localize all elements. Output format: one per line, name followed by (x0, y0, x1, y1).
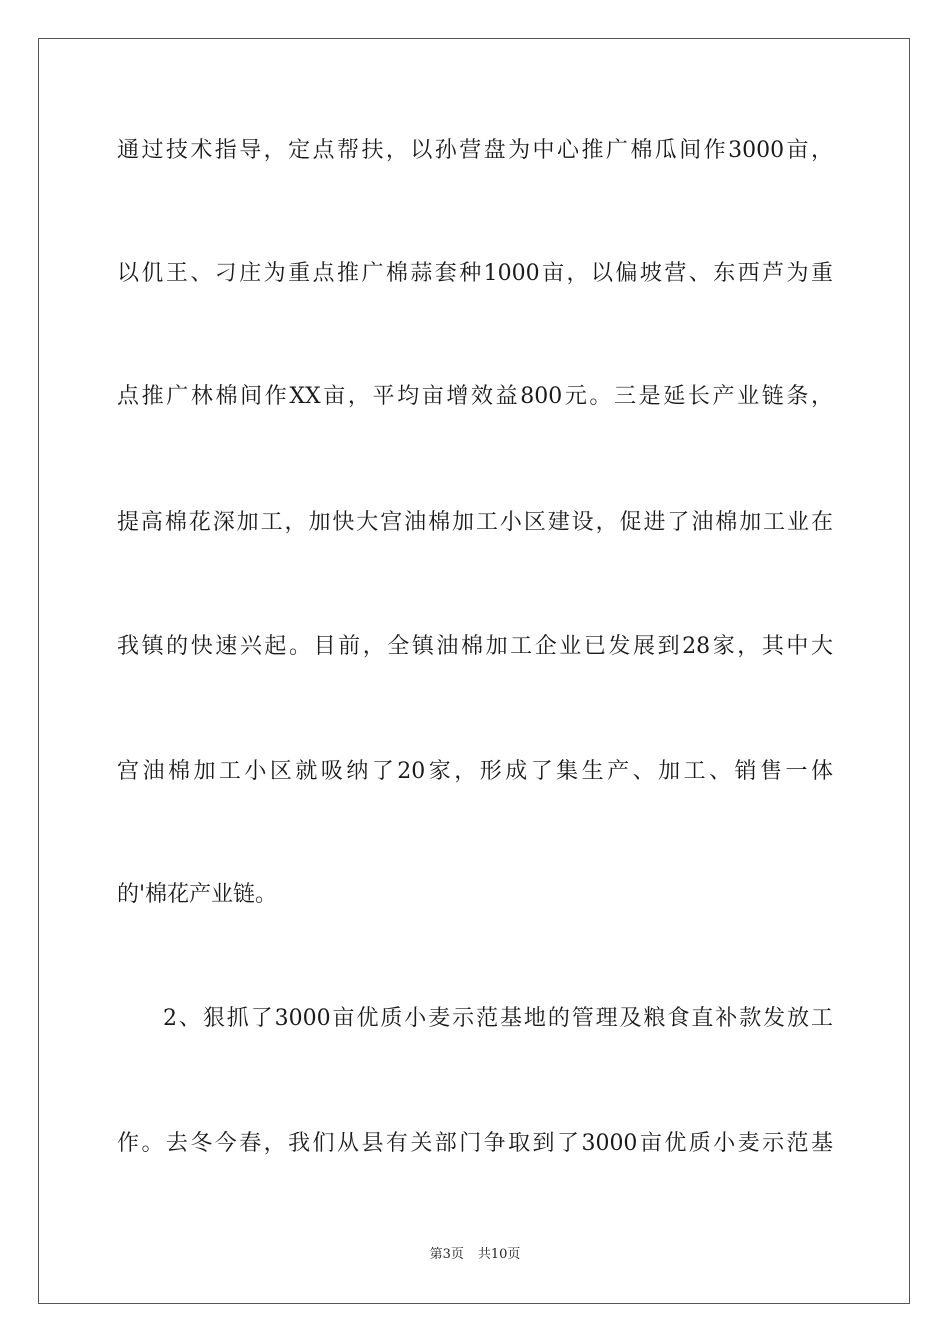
page-number: 第3页 (429, 1247, 464, 1262)
paragraph-line: 提高棉花深加工，加快大宫油棉加工小区建设，促进了油棉加工业在 (117, 510, 833, 535)
paragraph-line: 以仉王、刁庄为重点推广棉蒜套种1000亩，以偏坡营、东西芦为重 (117, 261, 833, 286)
page-footer (0, 1245, 950, 1265)
paragraph-line: 我镇的快速兴起。目前，全镇油棉加工企业已发展到28家，其中大 (117, 634, 833, 659)
page-border (38, 38, 910, 1304)
paragraph-line: 的'棉花产业链。 (117, 882, 278, 907)
paragraph-line: 通过技术指导，定点帮扶，以孙营盘为中心推广棉瓜间作3000亩， (117, 138, 833, 163)
paragraph-line: 点推广林棉间作XX亩，平均亩增效益800元。三是延长产业链条， (117, 384, 833, 409)
paragraph-line: 宫油棉加工小区就吸纳了20家，形成了集生产、加工、销售一体 (117, 759, 833, 784)
paragraph-line: 2、狠抓了3000亩优质小麦示范基地的管理及粮食直补款发放工 (163, 1006, 833, 1031)
page-total: 共10页 (477, 1247, 521, 1262)
paragraph-line: 作。去冬今春，我们从县有关部门争取到了3000亩优质小麦示范基 (117, 1131, 833, 1156)
